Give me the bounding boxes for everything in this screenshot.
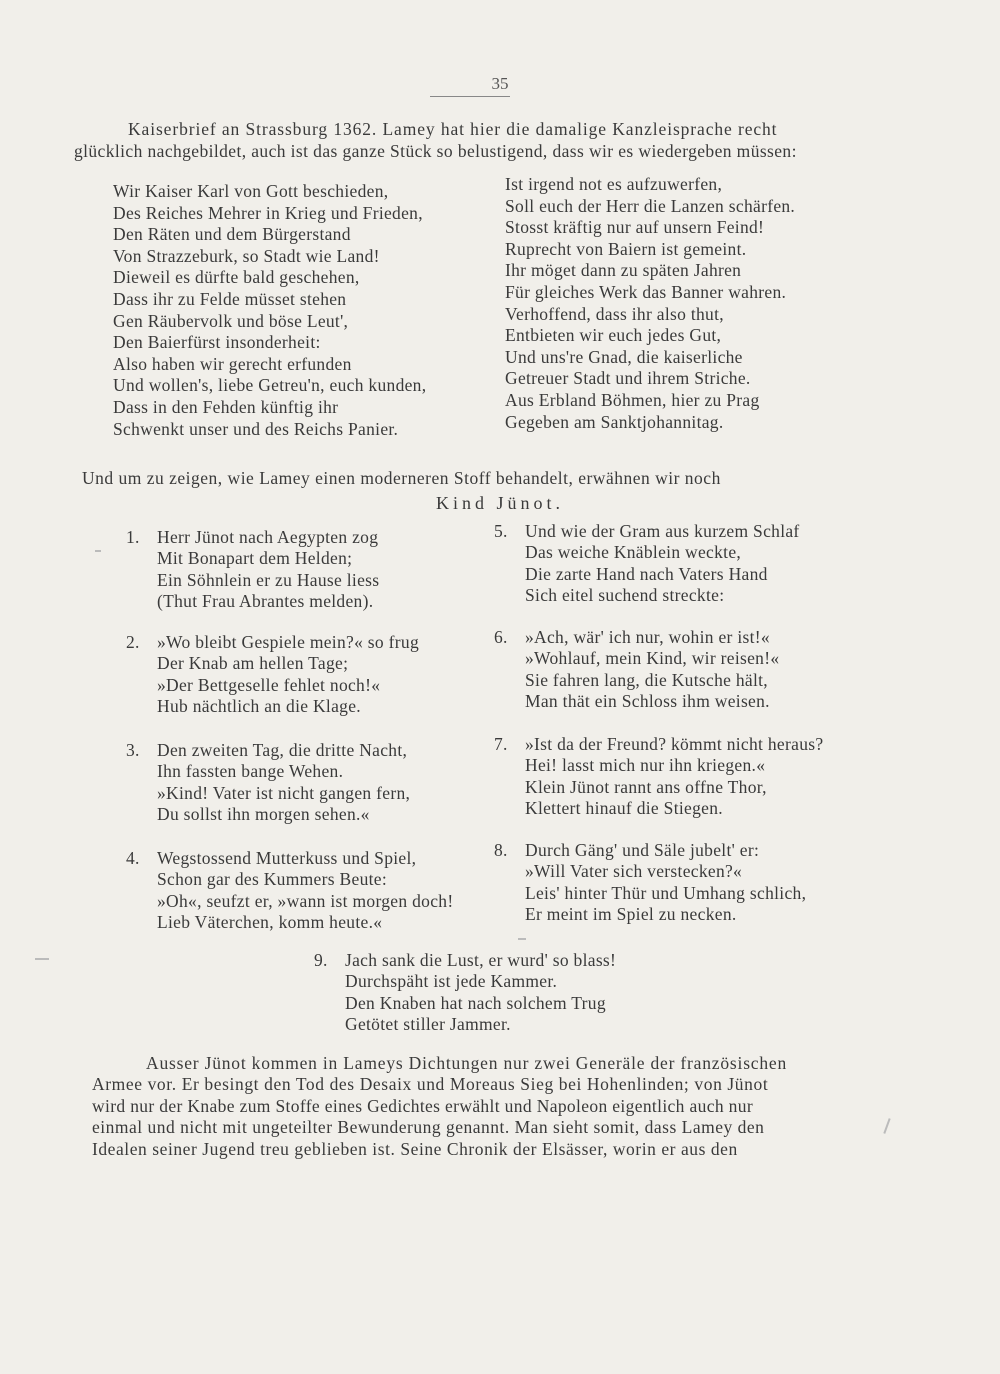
verse-line: Durchspäht ist jede Kammer.	[345, 971, 558, 992]
kaiserbrief-right-column	[505, 174, 795, 433]
verse-line: Ist irgend not es aufzuwerfen,	[505, 174, 723, 194]
stanza-number: 5.	[494, 521, 508, 541]
closing-line: Armee vor. Er besingt den Tod des Desaix und Moreaus Sieg bei Hohenlinden; von Jünot	[92, 1074, 769, 1095]
closing-line: wird nur der Knabe zum Stoffe eines Gedichtes erwählt und Napoleon eigentlich auch nur	[92, 1095, 754, 1116]
stanza-number: 3.	[126, 740, 140, 760]
verse-line: Und wie der Gram aus kurzem Schlaf	[525, 521, 800, 541]
stanza-9	[314, 950, 617, 1035]
page-number-rule	[430, 96, 510, 97]
verse-line: »Der Bettgeselle fehlet noch!«	[157, 674, 381, 695]
verse-line: Und uns're Gnad, die kaiserliche	[505, 346, 743, 367]
verse-line: Ruprecht von Baiern ist gemeint.	[505, 238, 747, 259]
poem-title: Kind Jünot.	[435, 493, 564, 513]
kaiserbrief-left-column	[113, 181, 426, 440]
verse-line: »Oh«, seufzt er, »wann ist morgen doch!	[157, 890, 454, 911]
stanza-8	[494, 840, 807, 925]
stanza-number: 7.	[494, 734, 508, 754]
verse-line: Ein Söhnlein er zu Hause liess	[157, 569, 380, 590]
verse-line: Den Räten und dem Bürgerstand	[113, 224, 351, 245]
verse-line: Aus Erbland Böhmen, hier zu Prag	[505, 389, 760, 410]
stanza-number: 6.	[494, 627, 508, 647]
scan-mark	[883, 1118, 890, 1134]
verse-line: Man thät ein Schloss ihm weisen.	[525, 690, 770, 711]
verse-line: Die zarte Hand nach Vaters Hand	[525, 563, 768, 584]
verse-line: Des Reiches Mehrer in Krieg und Frieden,	[113, 202, 423, 223]
verse-line: Hei! lasst mich nur ihn kriegen.«	[525, 755, 766, 776]
stanza-6	[494, 627, 780, 712]
verse-line: Von Strazzeburk, so Stadt wie Land!	[113, 245, 380, 266]
verse-line: Dieweil es dürfte bald geschehen,	[113, 267, 360, 288]
verse-line: »Ist da der Freund? kömmt nicht heraus?	[525, 734, 824, 754]
stanza-5	[494, 521, 800, 606]
verse-line: Schwenkt unser und des Reichs Panier.	[113, 418, 399, 439]
stanza-number: 9.	[314, 950, 328, 970]
scan-mark	[35, 958, 49, 960]
stanza-1	[126, 527, 380, 612]
verse-line: Sie fahren lang, die Kutsche hält,	[525, 669, 768, 690]
verse-line: Entbieten wir euch jedes Gut,	[505, 325, 722, 346]
scan-mark	[518, 938, 526, 940]
verse-line: Gen Räubervolk und böse Leut',	[113, 310, 349, 331]
verse-line: Und wollen's, liebe Getreu'n, euch kunden,	[113, 375, 427, 396]
stanza-number: 8.	[494, 840, 508, 860]
verse-line: Stosst kräftig nur auf unsern Feind!	[505, 217, 765, 238]
verse-line: Verhoffend, dass ihr also thut,	[505, 303, 724, 324]
verse-line: Also haben wir gerecht erfunden	[113, 353, 352, 374]
verse-line: Ihn fassten bange Wehen.	[157, 761, 344, 782]
verse-line: »Kind! Vater ist nicht gangen fern,	[157, 782, 411, 803]
verse-line: Getreuer Stadt und ihrem Striche.	[505, 368, 751, 389]
verse-line: Das weiche Knäblein weckte,	[525, 542, 742, 563]
scan-mark	[95, 550, 101, 552]
verse-line: Der Knab am hellen Tage;	[157, 653, 349, 674]
verse-line: Jach sank die Lust, er wurd' so blass!	[345, 950, 617, 970]
verse-line: Leis' hinter Thür und Umhang schlich,	[525, 882, 807, 903]
verse-line: Wir Kaiser Karl von Gott beschieden,	[113, 181, 389, 201]
verse-line: Wegstossend Mutterkuss und Spiel,	[157, 848, 417, 868]
verse-line: Ihr möget dann zu späten Jahren	[505, 260, 742, 281]
verse-line: Schon gar des Kummers Beute:	[157, 869, 388, 890]
stanza-3	[126, 740, 411, 825]
intro-line: Kaiserbrief an Strassburg 1362. Lamey hat hier die damalige Kanzleisprache recht	[128, 119, 778, 139]
verse-line: Durch Gäng' und Säle jubelt' er:	[525, 840, 760, 860]
verse-line: Gegeben am Sanktjohannitag.	[505, 411, 724, 432]
verse-line: Sich eitel suchend streckte:	[525, 584, 725, 605]
stanza-2	[126, 632, 419, 717]
verse-line: Herr Jünot nach Aegypten zog	[157, 527, 379, 547]
verse-line: Getötet stiller Jammer.	[345, 1013, 511, 1034]
verse-line: Den Knaben hat nach solchem Trug	[345, 992, 606, 1013]
verse-line: Er meint im Spiel zu necken.	[525, 903, 737, 924]
stanza-number: 4.	[126, 848, 140, 868]
intro-paragraph	[74, 118, 870, 162]
verse-line: Für gleiches Werk das Banner wahren.	[505, 281, 787, 302]
closing-paragraph	[92, 1053, 872, 1160]
closing-line: Idealen seiner Jugend treu geblieben ist. Seine Chronik der Elsässer, worin er aus den	[92, 1138, 738, 1159]
stanza-7	[494, 734, 824, 819]
verse-line: »Ach, wär' ich nur, wohin er ist!«	[525, 627, 770, 647]
verse-line: Soll euch der Herr die Lanzen schärfen.	[505, 195, 796, 216]
closing-line: Ausser Jünot kommen in Lameys Dichtungen nur zwei Generäle der französischen	[146, 1053, 788, 1073]
verse-line: (Thut Frau Abrantes melden).	[157, 590, 374, 611]
stanza-4	[126, 848, 454, 933]
stanza-number: 1.	[126, 527, 140, 547]
verse-line: »Wo bleibt Gespiele mein?« so frug	[157, 632, 419, 652]
verse-line: Mit Bonapart dem Helden;	[157, 548, 353, 569]
verse-line: Den Baierfürst insonderheit:	[113, 332, 321, 353]
verse-line: Dass ihr zu Felde müsset stehen	[113, 288, 347, 309]
verse-line: Lieb Väterchen, komm heute.«	[157, 911, 383, 932]
verse-line: Den zweiten Tag, die dritte Nacht,	[157, 740, 408, 760]
stanza-number: 2.	[126, 632, 140, 652]
verse-line: Klettert hinauf die Stiegen.	[525, 797, 723, 818]
verse-line: Hub nächtlich an die Klage.	[157, 695, 361, 716]
verse-line: Klein Jünot rannt ans offne Thor,	[525, 776, 767, 797]
verse-line: »Wohlauf, mein Kind, wir reisen!«	[525, 648, 780, 669]
transition-text: Und um zu zeigen, wie Lamey einen moderneren Stoff behandelt, erwähnen wir noch	[82, 468, 721, 488]
verse-line: »Will Vater sich verstecken?«	[525, 861, 743, 882]
verse-line: Dass in den Fehden künftig ihr	[113, 396, 339, 417]
intro-line: glücklich nachgebildet, auch ist das ganze Stück so belustigend, dass wir es wiedergeben müssen:	[74, 141, 797, 161]
page-number: 35	[491, 74, 509, 93]
closing-line: einmal und nicht mit ungeteilter Bewunderung genannt. Man sieht somit, dass Lamey den	[92, 1117, 765, 1138]
verse-line: Du sollst ihn morgen sehen.«	[157, 803, 370, 824]
transition-line	[82, 467, 872, 489]
